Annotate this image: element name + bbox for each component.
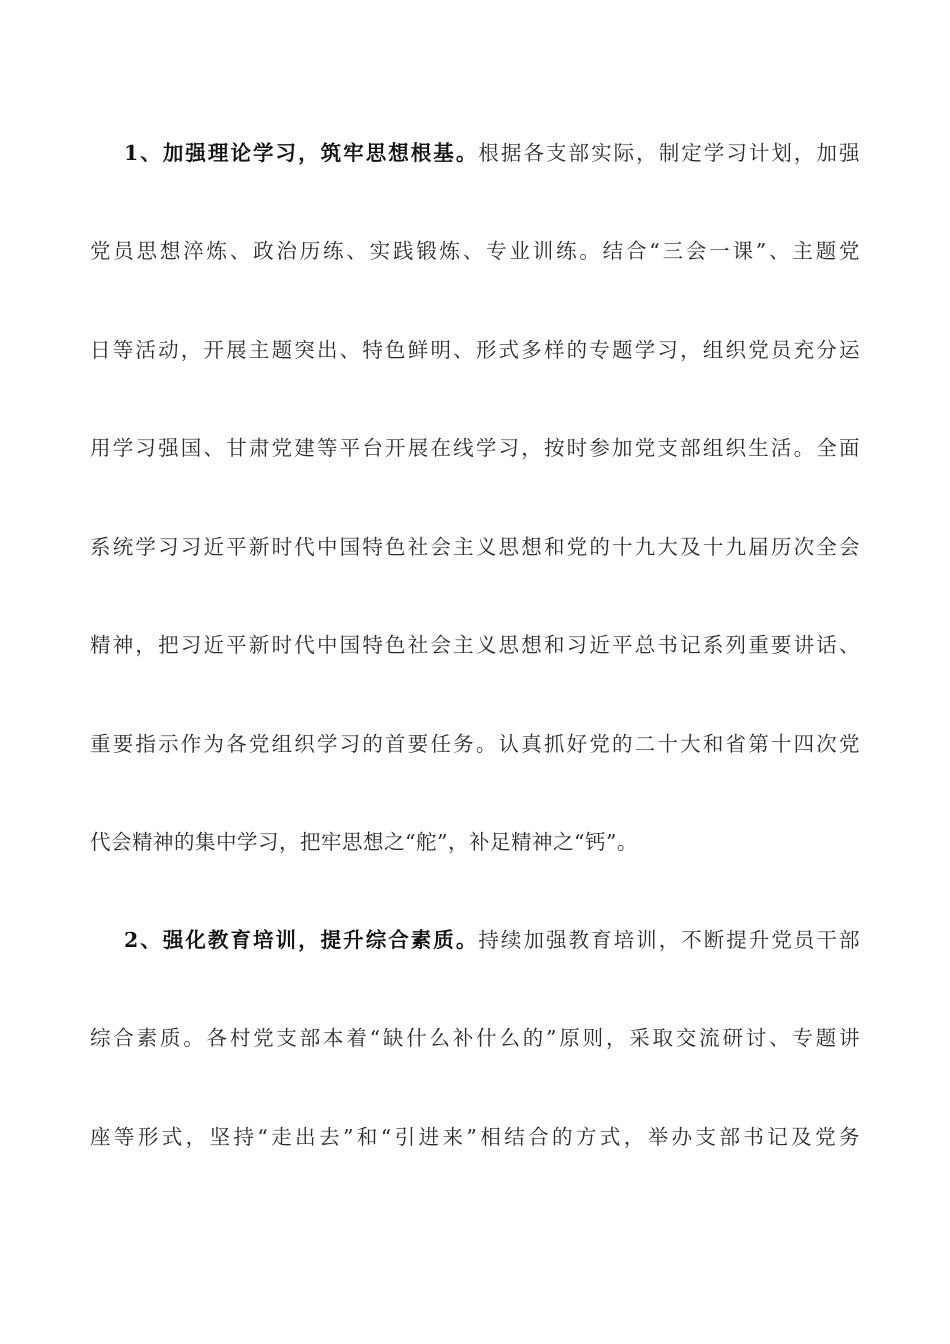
section-2-first-line: [124, 925, 860, 955]
section-1-first-line: [124, 138, 860, 168]
section-1-line-2: 日等活动，开展主题突出、特色鲜明、形式多样的专题学习，组织党员充分运: [90, 338, 860, 362]
section-1-line-5: 精神，把习近平新时代中国特色社会主义思想和习近平总书记系列重要讲话、: [90, 633, 860, 657]
section-1-line-6: 重要指示作为各党组织学习的首要任务。认真抓好党的二十大和省第十四次党: [90, 732, 860, 756]
section-1-line-7: 代会精神的集中学习，把牢思想之“舵”，补足精神之“钙”。: [90, 830, 638, 854]
section-2-line-2: 座等形式，坚持“走出去”和“引进来”相结合的方式，举办支部书记及党务: [90, 1125, 860, 1149]
section-2-line-0: 持续加强教育培训，不断提升党员干部: [478, 928, 861, 952]
section-2-line-1: 综合素质。各村党支部本着“缺什么补什么的”原则，采取交流研讨、专题讲: [90, 1026, 860, 1050]
section-2-heading: 2、强化教育培训，提升综合素质。: [124, 928, 479, 952]
section-1-line-3: 用学习强国、甘肃党建等平台开展在线学习，按时参加党支部组织生活。全面: [90, 436, 860, 460]
section-1-line-1: 党员思想淬炼、政治历练、实践锻炼、专业训练。结合“三会一课”、主题党: [90, 239, 860, 263]
section-1-heading: 1、加强理论学习，筑牢思想根基。: [124, 141, 479, 165]
section-1-line-4: 系统学习习近平新时代中国特色社会主义思想和党的十九大及十九届历次全会: [90, 535, 860, 559]
section-1-line-0: 根据各支部实际，制定学习计划，加强: [478, 141, 861, 165]
